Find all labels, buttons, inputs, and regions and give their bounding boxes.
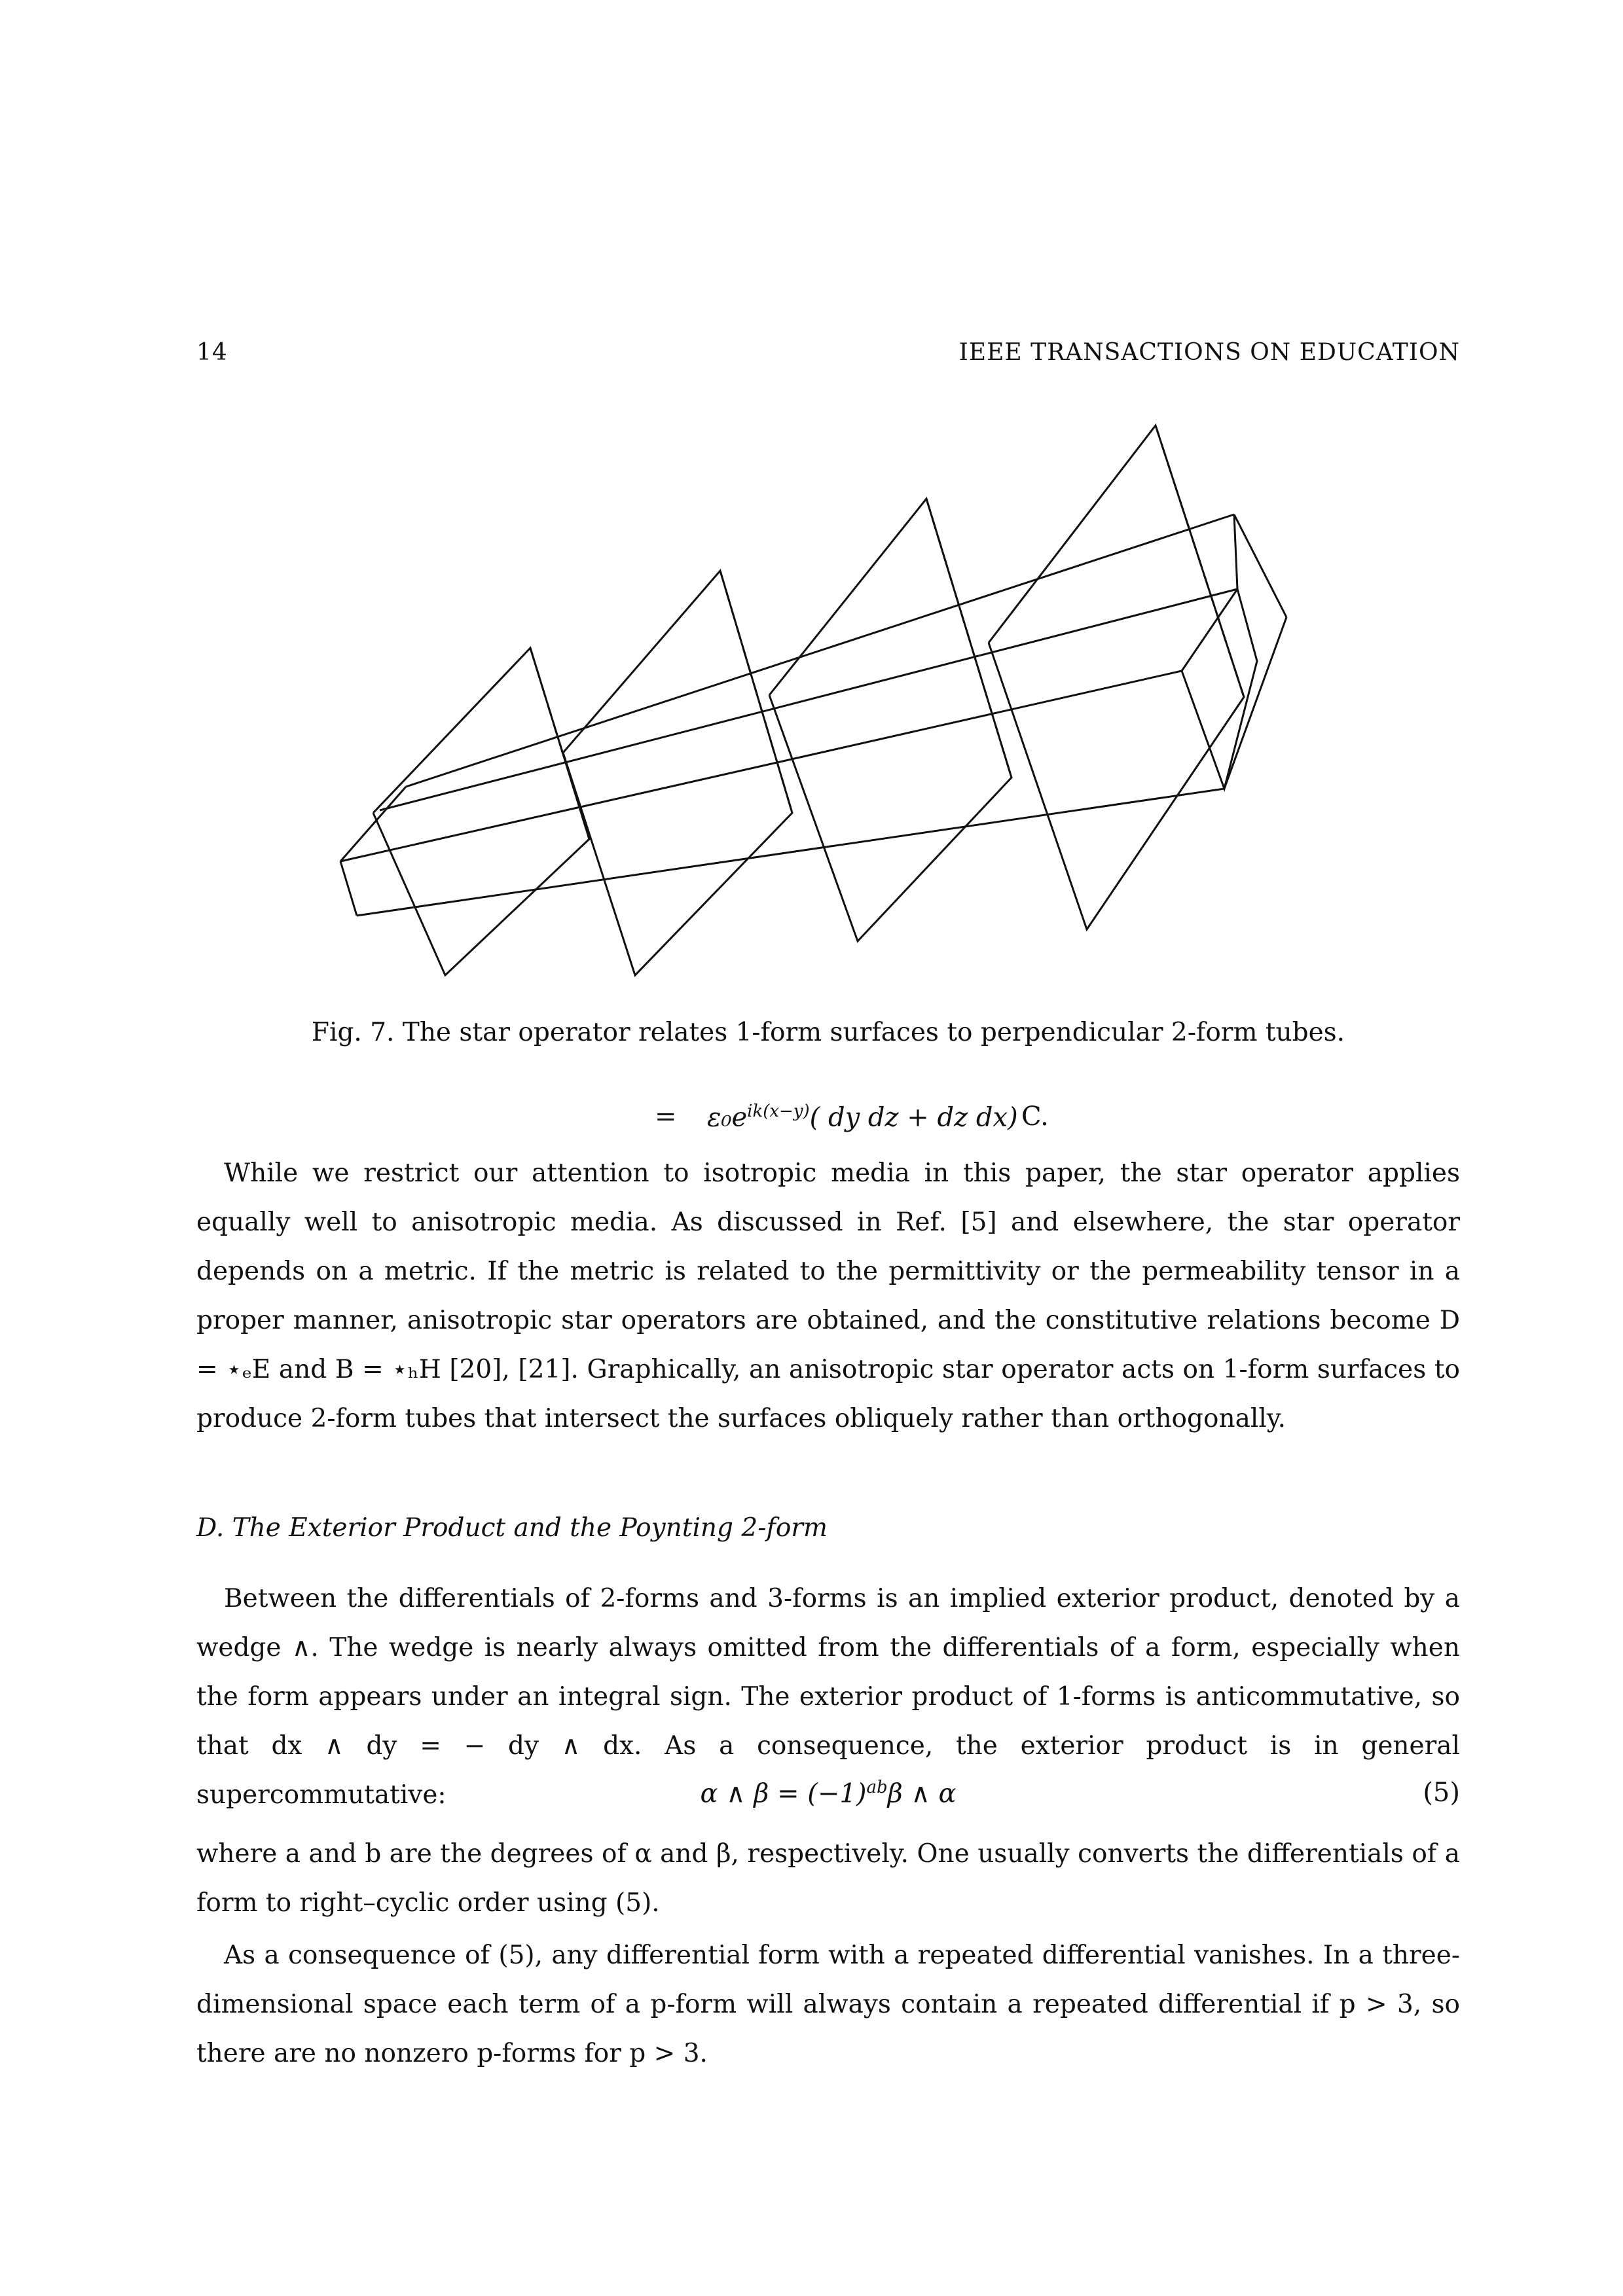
tube-near-end-top <box>340 787 406 861</box>
paragraph-anisotropic-media-text: While we restrict our attention to isotropic media in this paper, the star operator applies equally well to anisotropic media. As discussed in Ref. [5] and elsewhere, the star operator depends on a metric. If the metric is related to the permittivity or the permeability tensor in a proper manner, anisotropic star operators are obtained, and the constitutive relations become D = ⋆ₑE and B = ⋆ₕH [20], [21]. Graphically, an anisotropic star operator acts on 1-form surfaces to produce 2-form tubes that intersect the surfaces obliquely rather than orthogonally. <box>196 1158 1460 1433</box>
equation-5-expression <box>196 1778 1460 1808</box>
tube-and-surfaces-drawing <box>314 406 1336 995</box>
equation-5 <box>196 1778 1460 1817</box>
equation-5-number: (5) <box>1423 1778 1460 1808</box>
surface-2 <box>563 571 792 975</box>
paragraph-anisotropic-media <box>196 1149 1460 1443</box>
equation-c-tag: C. <box>1021 1102 1049 1132</box>
equation-5-lhs: α ∧ β = (−1) <box>700 1778 867 1809</box>
equation-c-exponent: ik(x−y) <box>747 1102 810 1121</box>
equation-c-base: ε₀e <box>707 1102 748 1133</box>
journal-name: IEEE TRANSACTIONS ON EDUCATION <box>958 339 1460 366</box>
surface-4-hidden-edge <box>1156 425 1244 697</box>
tube-far-end-back <box>1234 514 1286 617</box>
paragraph-exterior-product-text: Between the differentials of 2-forms and 3-forms is an implied exterior product, denoted by a wedge ∧. The wedge is nearly always omitted from the differentials of a form, especially when the form appears under an integral sign. The exterior product of 1-forms is anticommutative, so that dx ∧ dy = − dy ∧ dx. As a consequence, the exterior product is in general supercommutative: <box>196 1584 1460 1810</box>
section-heading-exterior-product: D. The Exterior Product and the Poynting 2-form <box>196 1513 828 1543</box>
equation-5-rhs: β ∧ α <box>887 1778 957 1809</box>
surface-3 <box>769 499 1012 941</box>
tube-far-end-side <box>1224 617 1286 789</box>
paragraph-degrees-text: where a and b are the degrees of α and β, respectively. One usually converts the differentials of a form to right–cyclic order using (5). <box>196 1839 1460 1918</box>
equation-c-rest: ( dy dz + dz dx) <box>809 1102 1018 1133</box>
tube-near-end-left <box>340 861 357 916</box>
surface-4 <box>989 425 1244 929</box>
tube-upper-mid-edge <box>380 589 1237 810</box>
page-number: 14 <box>196 339 228 366</box>
equation-c-equals: = <box>655 1102 677 1132</box>
paragraph-repeated-differential <box>196 1931 1460 2078</box>
equation-c <box>196 1102 1460 1141</box>
figure-caption: Fig. 7. The star operator relates 1-form surfaces to perpendicular 2-form tubes. <box>311 1018 1345 1047</box>
tube-far-end-top <box>1234 514 1237 589</box>
figure-7-star-operator-diagram <box>314 406 1336 995</box>
equation-c-body <box>707 1102 1018 1132</box>
page-header <box>196 339 1460 378</box>
paragraph-repeated-differential-text: As a consequence of (5), any differential form with a repeated differential vanishes. In a three-dimensional space each term of a p-form will always contain a repeated differential if p > 3, so there are no nonzero p-forms for p > 3. <box>196 1941 1460 2068</box>
equation-5-exponent: ab <box>866 1778 888 1797</box>
paragraph-degrees <box>196 1829 1460 1928</box>
